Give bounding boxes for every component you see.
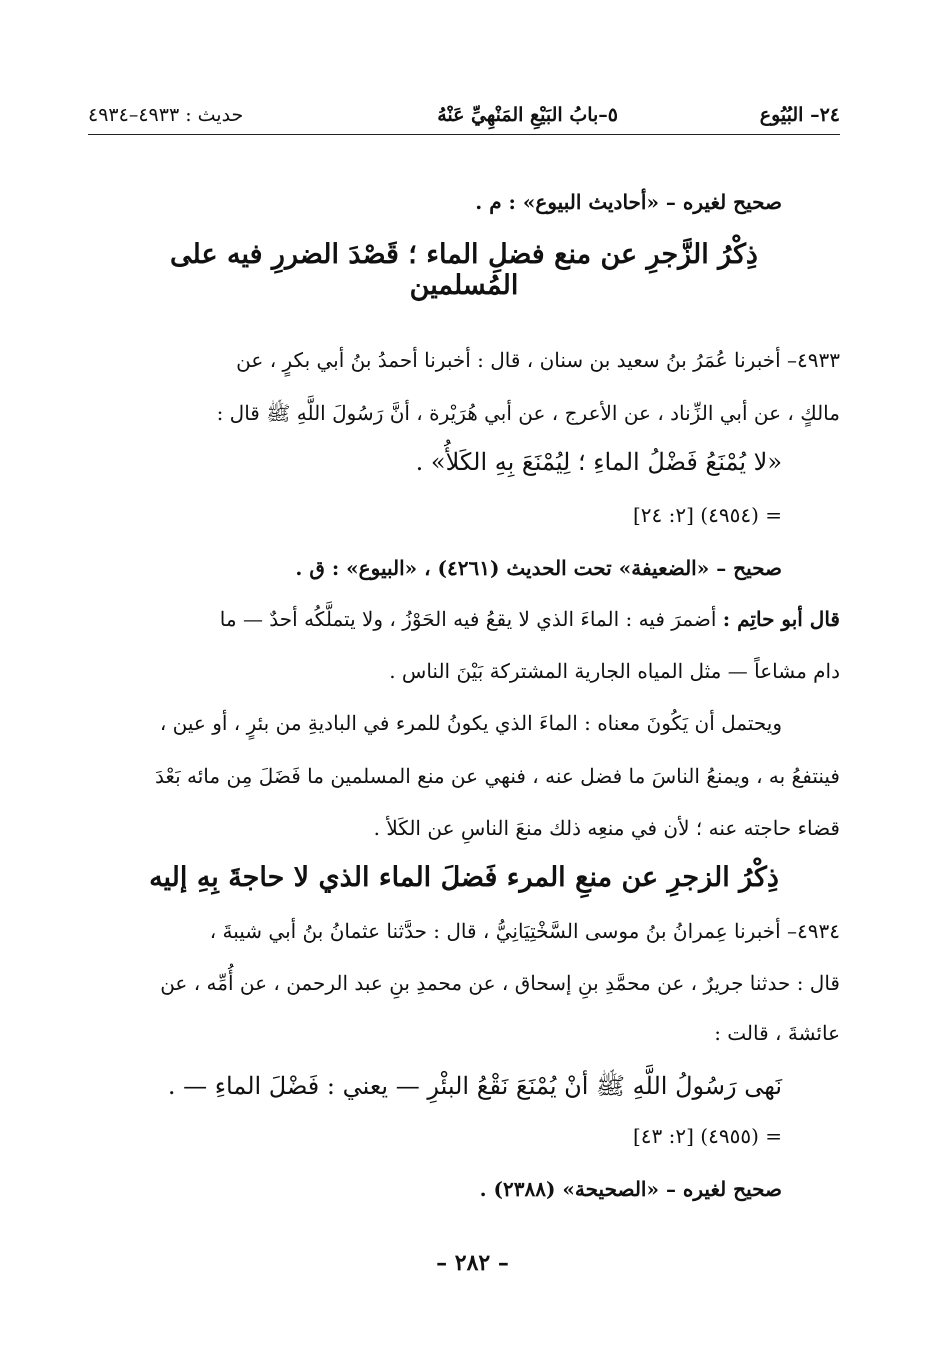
abuhatim-text-1: أضمرَ فيه : الماءَ الذي لا يقعُ فيه الحَوْزُ ، ولا يتملَّكُه أحدٌ — ما	[219, 607, 723, 631]
commentary-para-line-2: فينتفعُ به ، ويمنعُ الناسَ ما فضل عنه ، فنهي عن منع المسلمين ما فَضَلَ مِن مائه بَعْدَ	[154, 764, 840, 788]
hadith-4933-isnad-1: ٤٩٣٣– أخبرنا عُمَرُ بنُ سعيد بن سنان ، قال : أخبرنا أحمدُ بنُ أبي بكرٍ ، عن	[236, 348, 840, 372]
section-title-1-line-1: ذِكْرُ الزَّجرِ عن منع فضلِ الماء ؛ قَصْدَ الضررِ فيه على	[170, 239, 758, 270]
hadith-4934-isnad-2: قال : حدثنا جريرٌ ، عن محمَّدِ بنِ إسحاق ، عن محمدِ بنِ عبد الرحمن ، عن أُمِّه ، عن	[160, 971, 840, 995]
commentary-para-line-1: ويحتمل أن يَكُونَ معناه : الماءَ الذي يكونُ للمرء في الباديةِ من بئرٍ ، أو عين ،	[159, 711, 782, 735]
abuhatim-commentary-2: دام مشاعاً — مثل المياه الجارية المشتركة بَيْنَ الناس .	[389, 659, 840, 683]
hadith-4934-reference: = (٤٩٥٥) [٢: ٤٣]	[632, 1124, 782, 1148]
book-title: ٢٤– البُيُوع	[759, 104, 840, 126]
hadith-4933-isnad-2: مالكٍ ، عن أبي الزِّناد ، عن الأعرج ، عن أبي هُرَيْرة ، أنَّ رَسُولَ اللَّهِ ﷺ قال :	[216, 401, 840, 425]
hadith-4934-text: نَهى رَسُولُ اللَّهِ ﷺ أنْ يُمْنَعَ نَقْعُ البئْرِ — يعني : فَضْلَ الماءِ — .	[167, 1072, 782, 1100]
hadith-4933-text: «لا يُمْنَعُ فَضْلُ الماءِ ؛ لِيُمْنَعَ بِهِ الكَلأُ» .	[415, 448, 782, 476]
hadith-4934-isnad-1: ٤٩٣٤– أخبرنا عِمرانُ بنُ موسى السَّخْتِيَانِيُّ ، قال : حدَّثنا عثمانُ بنُ أبي شيبةَ ،	[209, 919, 840, 943]
hadith-4933-reference: = (٤٩٥٤) [٢: ٢٤]	[632, 503, 782, 527]
chapter-title: ٥–بابُ البَيْعِ المَنْهِيِّ عَنْهُ	[437, 104, 618, 126]
commentary-para-line-3: قضاء حاجته عنه ؛ لأن في منعِه ذلك منعَ الناسِ عن الكَلأ .	[373, 816, 840, 840]
hadith-range: حديث : ٤٩٣٣–٤٩٣٤	[88, 104, 244, 126]
section-title-2: ذِكْرُ الزجرِ عن منعِ المرء فَضلَ الماء الذي لا حاجةَ بِهِ إليه	[149, 862, 779, 893]
running-header	[88, 98, 840, 135]
grading-top: صحيح لغيره – «أحاديث البيوع» : م .	[475, 190, 782, 214]
section-title-1-line-2: المُسلمين	[409, 270, 519, 302]
abuhatim-commentary-1	[88, 608, 840, 630]
hadith-4933-grading: صحيح – «الضعيفة» تحت الحديث (٤٢٦١) ، «البيوع» : ق .	[295, 556, 782, 580]
abuhatim-label: قال أبو حاتِم :	[722, 607, 840, 631]
hadith-4934-isnad-3: عائشةَ ، قالت :	[714, 1021, 840, 1045]
hadith-4934-grading: صحيح لغيره – «الصحيحة» (٢٣٨٨) .	[479, 1177, 782, 1201]
page-number: – ٢٨٢ –	[436, 1250, 509, 1276]
section-title-1	[88, 239, 840, 301]
